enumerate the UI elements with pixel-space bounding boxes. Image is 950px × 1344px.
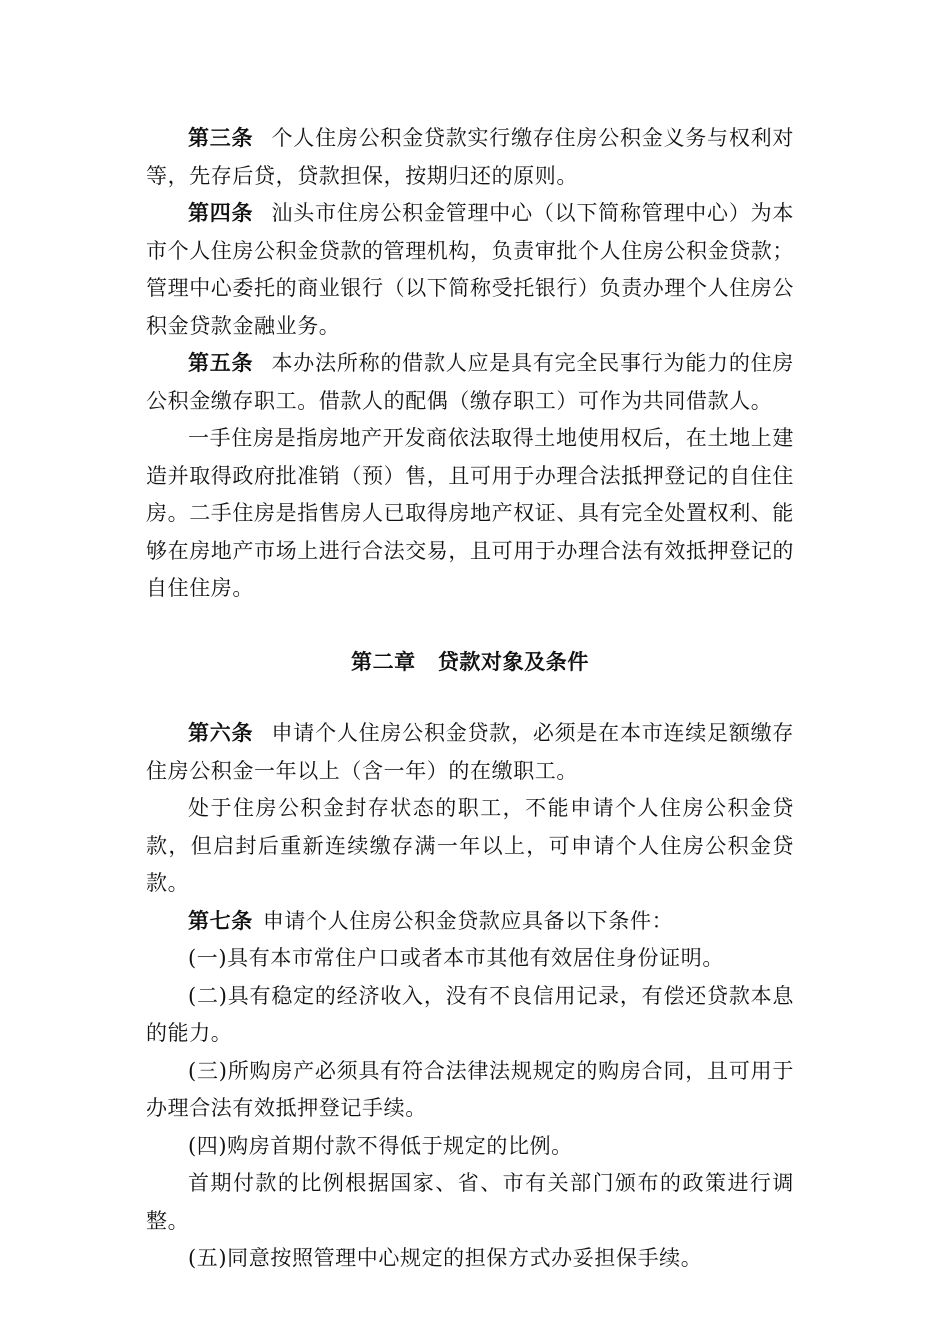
article-7-item-3: (三)所购房产必须具有符合法律法规规定的购房合同，且可用于办理合法有效抵押登记手续。 [146, 1058, 794, 1120]
article-3-text: 个人住房公积金贷款实行缴存住房公积金义务与权利对等，先存后贷，贷款担保，按期归还的原则。 [146, 126, 794, 188]
article-6-paragraph-2: 处于住房公积金封存状态的职工，不能申请个人住房公积金贷款，但启封后重新连续缴存满一年以上，可申请个人住房公积金贷款。 [146, 796, 794, 895]
article-6 [146, 715, 794, 790]
article-5-paragraph-2: 一手住房是指房地产开发商依法取得土地使用权后，在土地上建造并取得政府批准销（预）售，且可用于办理合法抵押登记的自住住房。二手住房是指售房人已取得房地产权证、具有完全处置权利、能够在房地产市场上进行合法交易，且可用于办理合法有效抵押登记的自住住房。 [146, 426, 794, 600]
article-7-item-5: (五)同意按照管理中心规定的担保方式办妥担保手续。 [188, 1246, 703, 1270]
article-5 [146, 345, 794, 420]
document-body [146, 120, 794, 1278]
article-6-label: 第六条 [188, 721, 254, 745]
chapter-2-heading [146, 644, 794, 682]
article-7 [146, 903, 794, 941]
chapter-2-title: 贷款对象及条件 [437, 649, 589, 674]
article-7-item-1: (一)具有本市常住户口或者本市其他有效居住身份证明。 [188, 946, 724, 970]
article-5-label: 第五条 [188, 351, 254, 375]
article-7-item-4-note: 首期付款的比例根据国家、省、市有关部门颁布的政策进行调整。 [146, 1171, 794, 1233]
article-6-text: 申请个人住房公积金贷款，必须是在本市连续足额缴存住房公积金一年以上（含一年）的在缴职工。 [146, 721, 794, 783]
article-4 [146, 195, 794, 345]
article-3-label: 第三条 [188, 126, 254, 150]
article-5-text: 本办法所称的借款人应是具有完全民事行为能力的住房公积金缴存职工。借款人的配偶（缴存职工）可作为共同借款人。 [146, 351, 794, 413]
article-7-label: 第七条 [188, 908, 253, 933]
article-7-item-4: (四)购房首期付款不得低于规定的比例。 [188, 1133, 573, 1158]
article-7-text: 申请个人住房公积金贷款应具备以下条件： [262, 908, 674, 933]
article-3 [146, 120, 794, 195]
chapter-2-number: 第二章 [350, 649, 416, 674]
article-7-item-2: (二)具有稳定的经济收入，没有不良信用记录，有偿还贷款本息的能力。 [146, 983, 794, 1045]
article-4-text: 汕头市住房公积金管理中心（以下简称管理中心）为本市个人住房公积金贷款的管理机构，负责审批个人住房公积金贷款；管理中心委托的商业银行（以下简称受托银行）负责办理个人住房公积金贷款金融业务。 [146, 201, 794, 338]
article-4-label: 第四条 [188, 201, 254, 225]
